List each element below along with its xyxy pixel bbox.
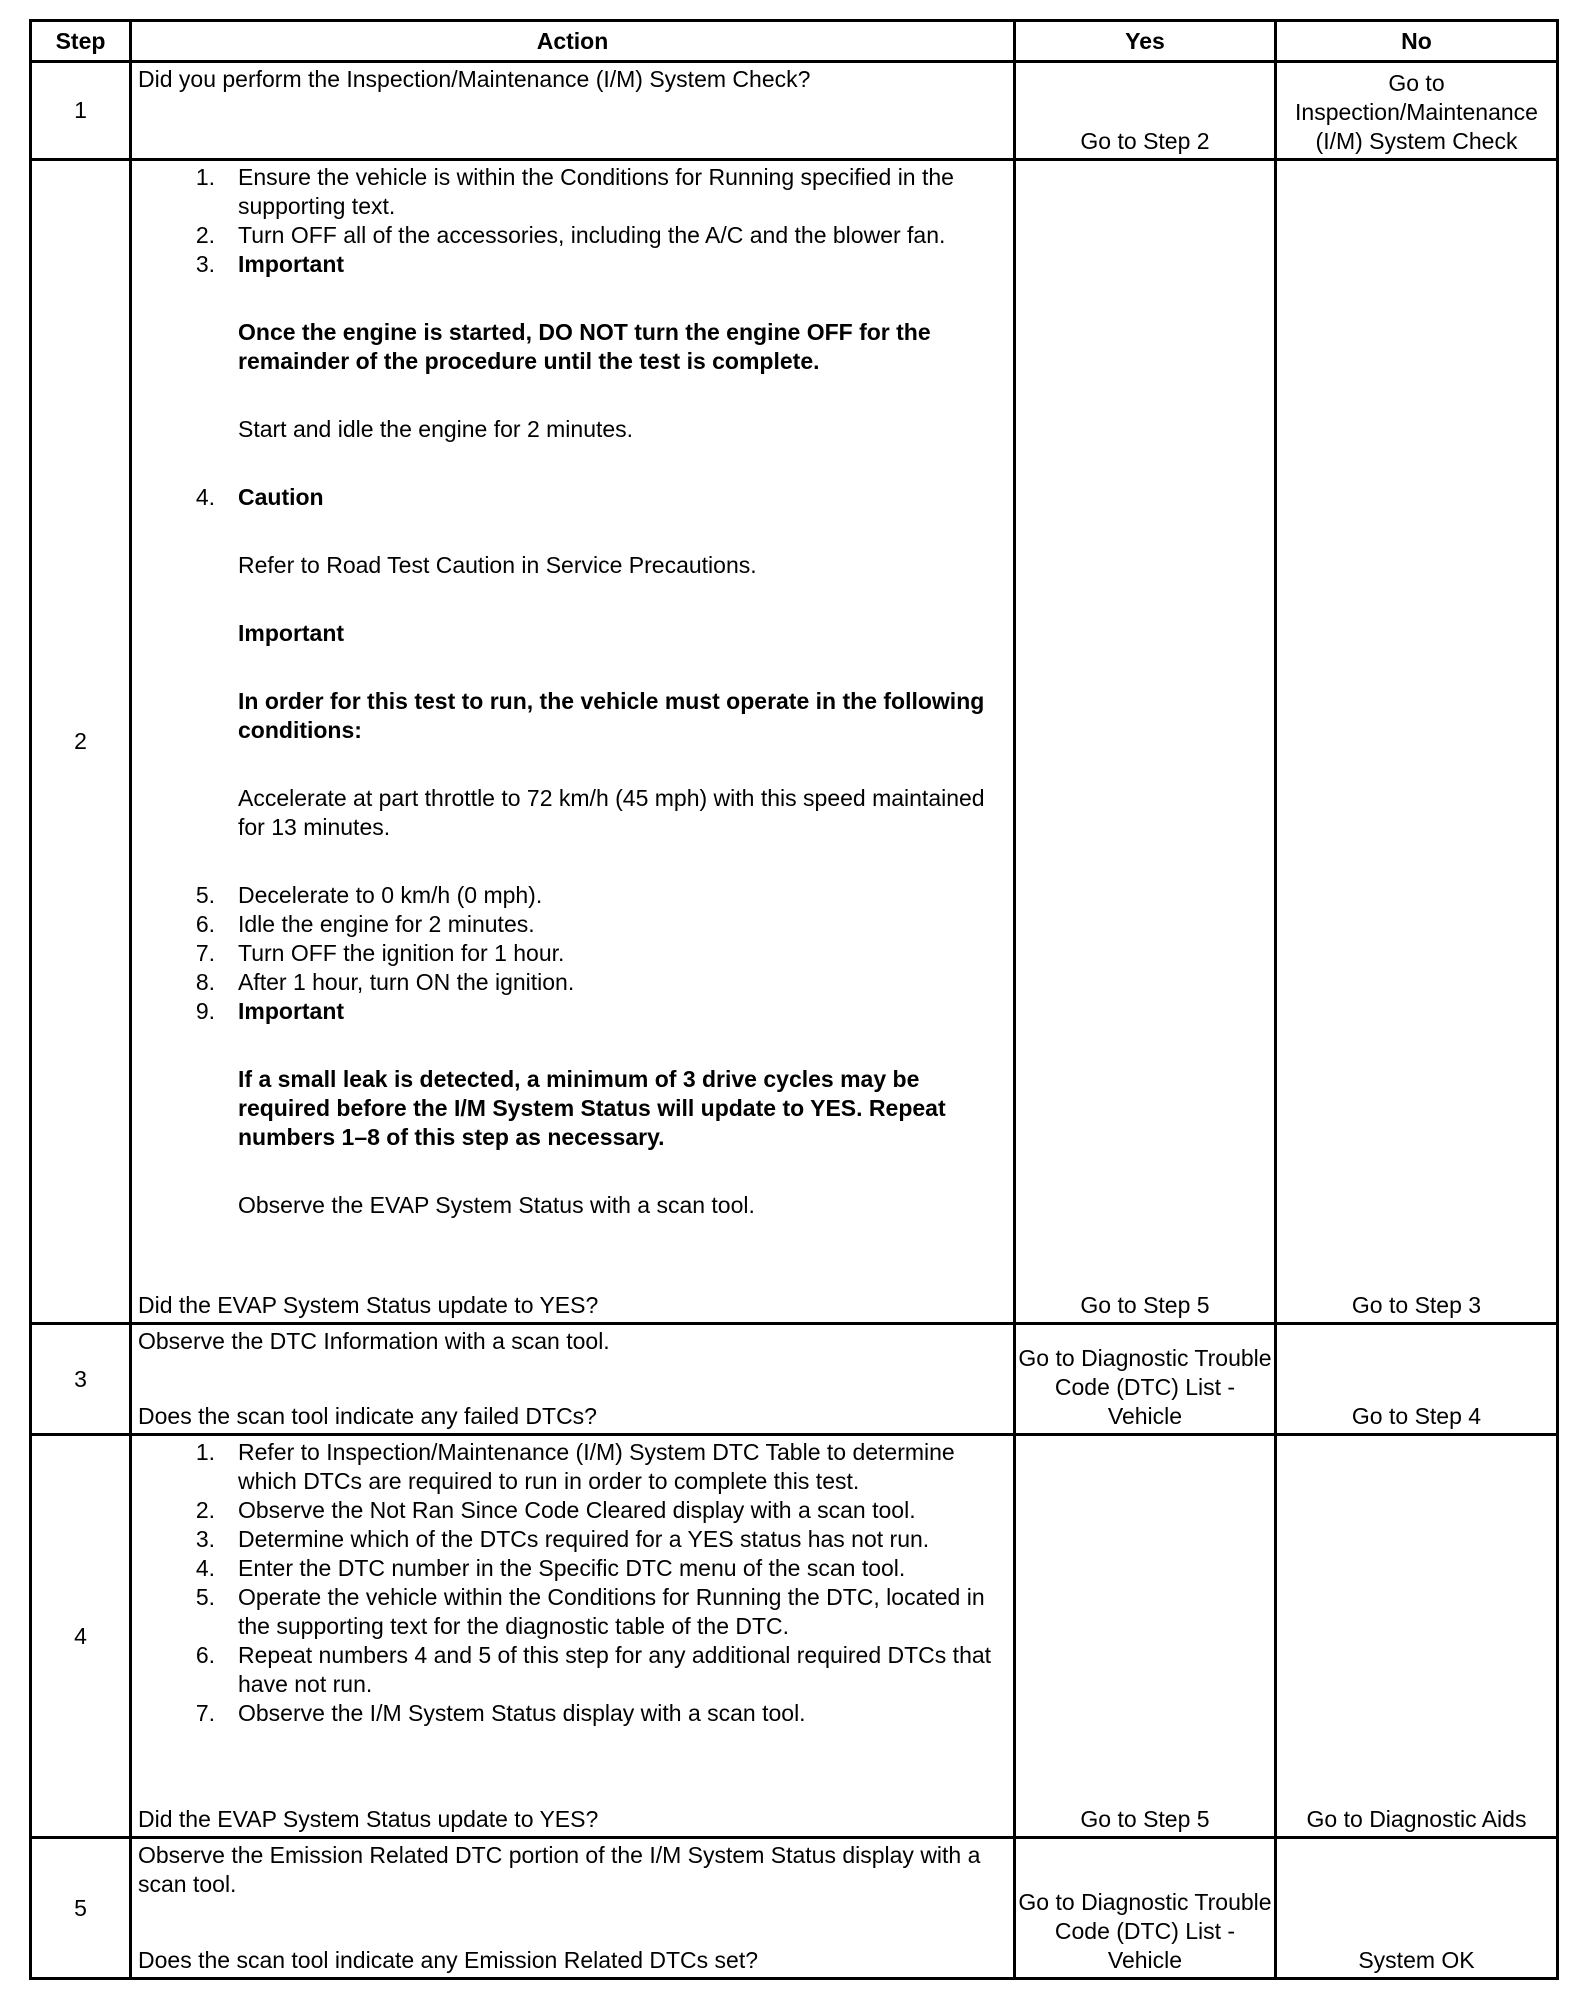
no-cell: Go to Inspection/Maintenance (I/M) System Check (1276, 62, 1558, 160)
table-row-step-3 (31, 1324, 1558, 1435)
list-item: 8. After 1 hour, turn ON the ignition. (195, 969, 575, 995)
procedure-list (138, 1438, 1005, 1728)
action-question: Does the scan tool indicate any failed DTCs? (138, 1403, 597, 1429)
header-yes: Yes (1015, 21, 1276, 62)
header-row (31, 21, 1558, 62)
table-row-step-2 (31, 160, 1558, 1324)
list-item: 6. Repeat numbers 4 and 5 of this step for any additional required DTCs that have not run. (195, 1642, 992, 1697)
header-no: No (1276, 21, 1558, 62)
list-item: 3. Important Once the engine is started, DO NOT turn the engine OFF for the remainder of the procedure until the test is complete. Start and idle the engine for 2 minutes. (238, 250, 1005, 483)
no-cell: System OK (1276, 1838, 1558, 1979)
list-item: 4. Caution Refer to Road Test Caution in Service Precautions. Important In order for this test to run, the vehicle must operate in the following conditions: Accelerate at part throttle to 72 km/h (45 mph) with this speed maintained for 13 minutes. (238, 483, 1005, 881)
action-cell (131, 1838, 1015, 1979)
list-item: 1. Refer to Inspection/Maintenance (I/M) System DTC Table to determine which DTCs are required to run in order to complete this test. (195, 1439, 955, 1494)
caution-label: Caution (238, 484, 324, 510)
important-label: Important (238, 620, 345, 646)
important-warning: Once the engine is started, DO NOT turn the engine OFF for the remainder of the procedure until the test is complete. (238, 319, 931, 374)
action-cell (131, 62, 1015, 160)
yes-cell: Go to Step 5 (1015, 160, 1276, 1324)
step-instruction: Observe the EVAP System Status with a scan tool. (238, 1192, 755, 1218)
diagnostic-table (29, 19, 1559, 1980)
table-row-step-1 (31, 62, 1558, 160)
step-number: 4 (31, 1435, 131, 1838)
action-text: Did you perform the Inspection/Maintenance (I/M) System Check? (138, 66, 811, 92)
important-label: Important (238, 998, 345, 1024)
step-instruction: Start and idle the engine for 2 minutes. (238, 416, 634, 442)
no-cell: Go to Step 4 (1276, 1324, 1558, 1435)
header-step: Step (31, 21, 131, 62)
yes-cell: Go to Diagnostic Trouble Code (DTC) List - Vehicle (1015, 1324, 1276, 1435)
action-question: Did the EVAP System Status update to YES? (138, 1806, 599, 1832)
list-item: 2. Turn OFF all of the accessories, including the A/C and the blower fan. (195, 222, 946, 248)
procedure-list (138, 163, 1005, 1220)
list-item: 7. Turn OFF the ignition for 1 hour. (195, 940, 565, 966)
action-question: Did the EVAP System Status update to YES? (138, 1292, 599, 1318)
list-item: 3. Determine which of the DTCs required for a YES status has not run. (195, 1526, 930, 1552)
yes-cell: Go to Step 2 (1015, 62, 1276, 160)
step-number: 3 (31, 1324, 131, 1435)
step-number: 5 (31, 1838, 131, 1979)
yes-cell: Go to Step 5 (1015, 1435, 1276, 1838)
action-question: Does the scan tool indicate any Emission Related DTCs set? (138, 1947, 759, 1973)
caution-text: Refer to Road Test Caution in Service Precautions. (238, 552, 757, 578)
list-item: 1. Ensure the vehicle is within the Conditions for Running specified in the supporting text. (195, 164, 954, 219)
table-row-step-5 (31, 1838, 1558, 1979)
list-item: 5. Operate the vehicle within the Conditions for Running the DTC, located in the supporting text for the diagnostic table of the DTC. (195, 1584, 985, 1639)
list-item: 6. Idle the engine for 2 minutes. (195, 911, 535, 937)
list-item: 2. Observe the Not Ran Since Code Cleared display with a scan tool. (195, 1497, 916, 1523)
action-cell (131, 1435, 1015, 1838)
step-instruction: Accelerate at part throttle to 72 km/h (45 mph) with this speed maintained for 13 minutes. (238, 785, 985, 840)
action-cell (131, 160, 1015, 1324)
step-number: 1 (31, 62, 131, 160)
action-text: Observe the DTC Information with a scan tool. (138, 1328, 610, 1354)
important-label: Important (238, 251, 345, 277)
header-action: Action (131, 21, 1015, 62)
step-number: 2 (31, 160, 131, 1324)
list-item: 5. Decelerate to 0 km/h (0 mph). (195, 882, 543, 908)
list-item: 7. Observe the I/M System Status display with a scan tool. (195, 1700, 806, 1726)
no-cell: Go to Step 3 (1276, 160, 1558, 1324)
table-row-step-4 (31, 1435, 1558, 1838)
list-item: 9. Important If a small leak is detected, a minimum of 3 drive cycles may be required before the I/M System Status will update to YES. Repeat numbers 1–8 of this step as necessary. Observe the EVAP System Status with a scan tool. (238, 997, 1005, 1220)
yes-cell: Go to Diagnostic Trouble Code (DTC) List - Vehicle (1015, 1838, 1276, 1979)
no-cell: Go to Diagnostic Aids (1276, 1435, 1558, 1838)
important-warning: If a small leak is detected, a minimum of 3 drive cycles may be required before the I/M System Status will update to YES. Repeat numbers 1–8 of this step as necessary. (238, 1066, 946, 1150)
list-item: 4. Enter the DTC number in the Specific DTC menu of the scan tool. (195, 1555, 906, 1581)
action-cell (131, 1324, 1015, 1435)
action-text: Observe the Emission Related DTC portion of the I/M System Status display with a scan tool. (138, 1842, 981, 1897)
important-warning: In order for this test to run, the vehicle must operate in the following conditions: (238, 688, 985, 743)
